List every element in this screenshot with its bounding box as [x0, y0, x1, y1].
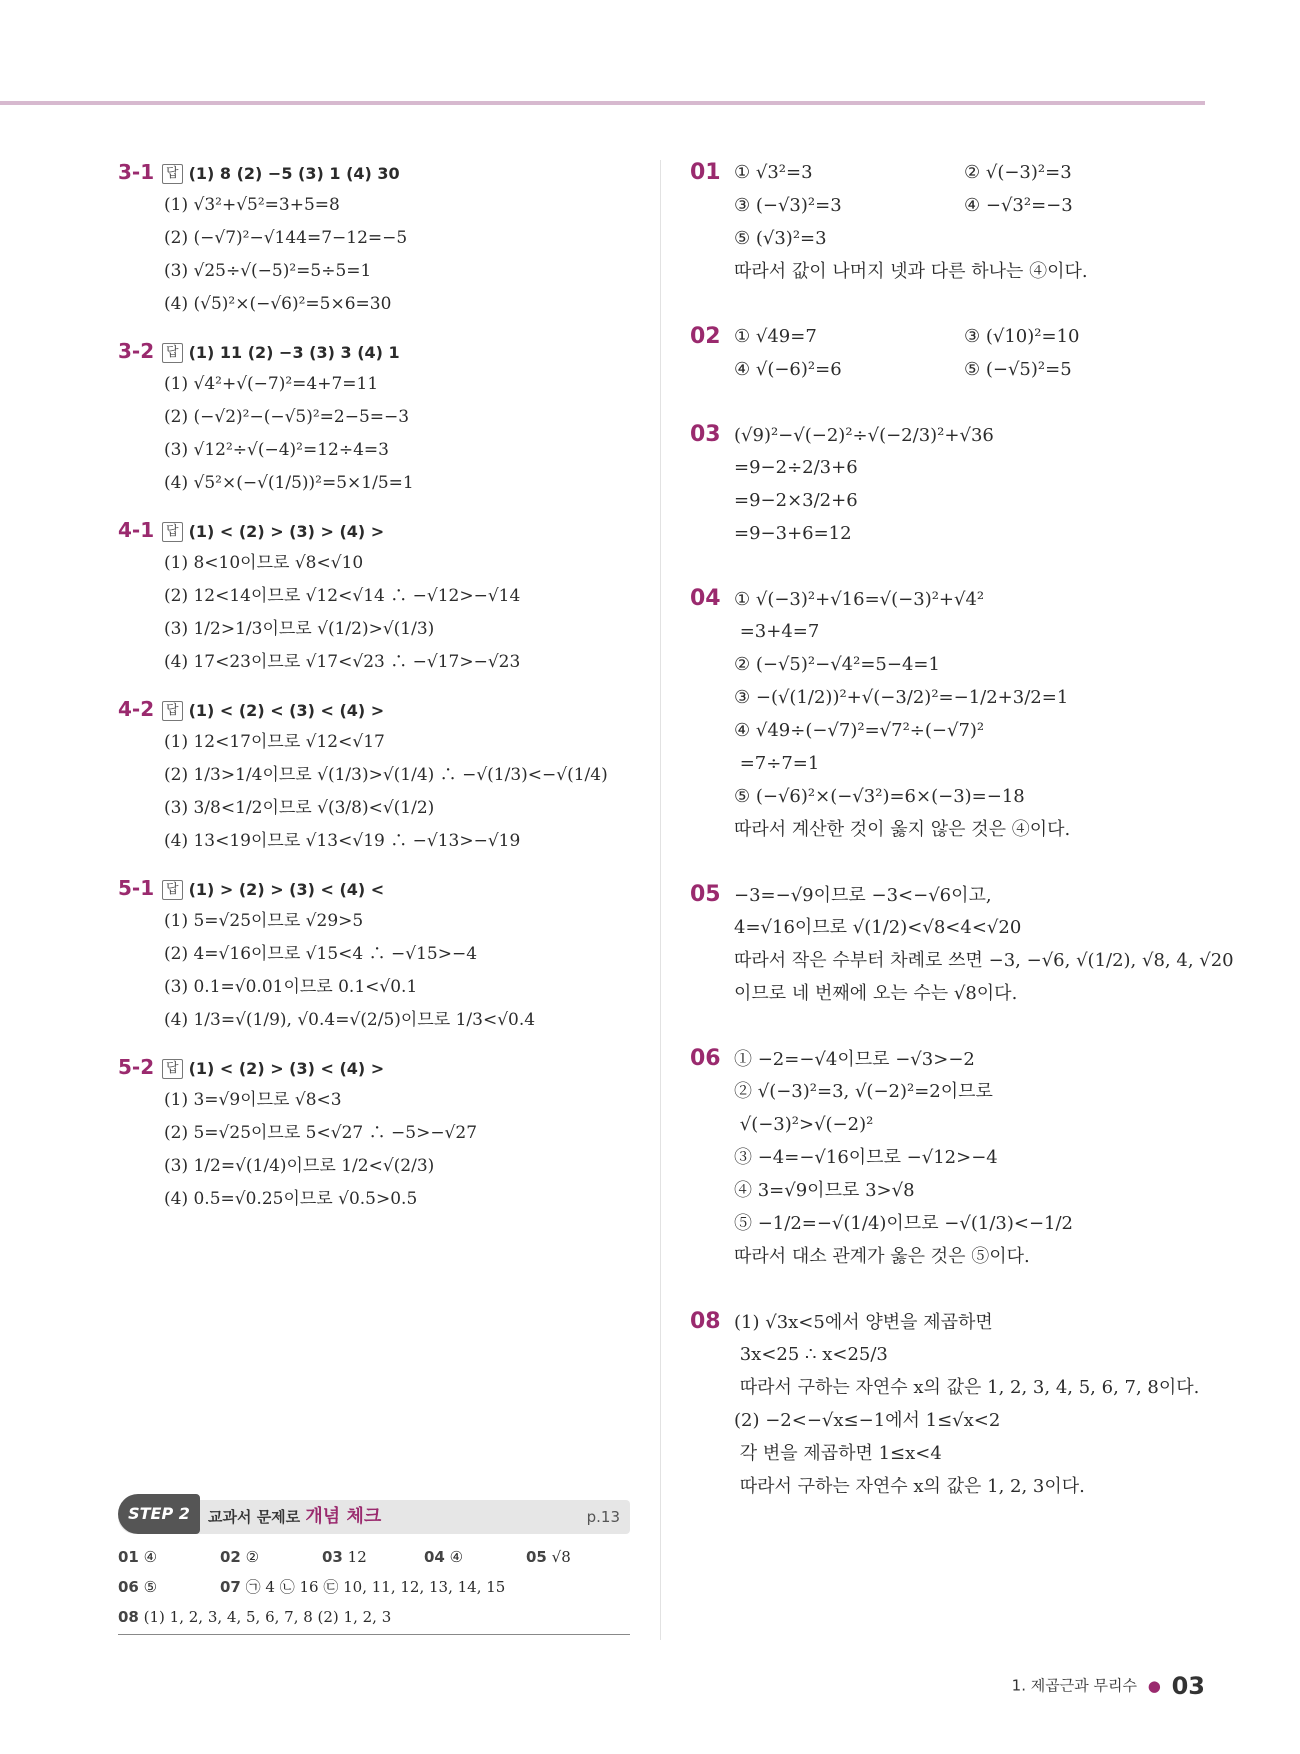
solution-text: 각 변을 제곱하면 1≤x<4	[734, 1443, 942, 1464]
step2-bottom-line	[118, 1634, 630, 1635]
step2-item-answer: ④	[449, 1548, 464, 1566]
solution-text: (1) √3x<5에서 양변을 제곱하면	[734, 1312, 993, 1333]
choice-item: ③ (−√3)²=3	[734, 195, 842, 216]
problem-number: 04	[690, 586, 721, 611]
problem-block	[690, 418, 1210, 550]
solution-text: 따라서 구하는 자연수 x의 값은 1, 2, 3, 4, 5, 6, 7, 8이다.	[734, 1377, 1200, 1398]
solution-line	[690, 681, 1210, 714]
solution-text: =7÷7=1	[734, 753, 820, 774]
answer-summary: (1) < (2) > (3) > (4) >	[188, 522, 385, 541]
solution-text: 4=√16이므로 √(1/2)<√8<4<√20	[734, 917, 1022, 938]
problem-header	[118, 335, 638, 368]
choice-item: ① √3²=3	[734, 162, 813, 183]
right-column	[690, 156, 1234, 1535]
solution-line: (4) 13<19이므로 √13<√19 ∴ −√13>−√19	[164, 831, 521, 851]
solution-line: (2) 5=√25이므로 5<√27 ∴ −5>−√27	[164, 1123, 478, 1143]
step2-answer-item	[118, 1602, 391, 1632]
solution-text: (2) −2<−√x≤−1에서 1≤√x<2	[734, 1410, 1001, 1431]
solution-line	[690, 484, 1210, 517]
solution-line	[690, 1437, 1210, 1470]
problem-number: 02	[690, 324, 721, 349]
solution-line: (2) 4=√16이므로 √15<4 ∴ −√15>−4	[164, 944, 478, 964]
step2-answer-item	[424, 1542, 526, 1572]
step2-item-answer: ④	[143, 1548, 158, 1566]
solution-line: (3) 3/8<1/2이므로 √(3/8)<√(1/2)	[164, 798, 435, 818]
solution-line: (4) 1/3=√(1/9), √0.4=√(2/5)이므로 1/3<√0.4	[164, 1010, 536, 1030]
problem-number: 3-2	[118, 339, 155, 363]
problem-block	[118, 335, 638, 500]
problem-block	[118, 156, 638, 321]
problem-number: 4-1	[118, 518, 155, 542]
page-footer	[1012, 1672, 1205, 1700]
step2-title: 교과서 문제로 개념 체크	[208, 1506, 382, 1527]
solution-line: (3) 0.1=√0.01이므로 0.1<√0.1	[164, 977, 418, 997]
solution-line: (4) 17<23이므로 √17<√23 ∴ −√17>−√23	[164, 652, 521, 672]
solution-line	[690, 517, 1210, 550]
step2-item-number: 06	[118, 1578, 139, 1596]
solution-line	[690, 615, 1210, 648]
answer-tag: 답	[162, 522, 183, 542]
conclusion-line: 따라서 값이 나머지 넷과 다른 하나는 ④이다.	[734, 261, 1088, 282]
solution-text: ⑤ (−√6)²×(−√3²)=6×(−3)=−18	[734, 786, 1025, 807]
solution-line	[690, 1371, 1210, 1404]
solution-line: (3) 1/2=√(1/4)이므로 1/2<√(2/3)	[164, 1156, 435, 1176]
problem-header	[118, 514, 638, 547]
answer-summary: (1) < (2) < (3) < (4) >	[188, 701, 385, 720]
solution-line	[690, 1141, 1210, 1174]
choice-item: ④ √(−6)²=6	[734, 359, 842, 380]
step2-header	[118, 1500, 630, 1534]
step2-item-answer: √8	[551, 1548, 571, 1566]
solution-line: (1) 3=√9이므로 √8<3	[164, 1090, 342, 1110]
solution-line	[690, 189, 1210, 222]
problem-number: 3-1	[118, 160, 155, 184]
solution-line	[690, 747, 1210, 780]
step2-title-highlight: 개념 체크	[305, 1506, 382, 1527]
step2-item-number: 04	[424, 1548, 445, 1566]
solution-line	[690, 1404, 1210, 1437]
problem-block	[690, 1305, 1210, 1503]
answer-tag: 답	[162, 164, 183, 184]
choice-item: ⑤ (√3)²=3	[734, 228, 827, 249]
solution-line	[690, 780, 1210, 813]
solution-line	[690, 1108, 1210, 1141]
solution-line: (2) (−√7)²−√144=7−12=−5	[164, 228, 408, 248]
solution-line: (1) 5=√25이므로 √29>5	[164, 911, 364, 931]
choice-item: ② √(−3)²=3	[964, 162, 1072, 183]
problem-block	[118, 693, 638, 858]
solution-text: ② (−√5)²−√4²=5−4=1	[734, 654, 940, 675]
solution-text: ① −2=−√4이므로 −√3>−2	[734, 1049, 975, 1070]
choice-item: ① √49=7	[734, 326, 817, 347]
solution-line	[690, 451, 1210, 484]
solution-line: (1) 12<17이므로 √12<√17	[164, 732, 385, 752]
solution-line	[690, 582, 1210, 615]
problem-number: 03	[690, 422, 721, 447]
solution-line	[690, 1174, 1210, 1207]
solution-text: =3+4=7	[734, 621, 820, 642]
step2-row	[118, 1542, 630, 1572]
step2-item-number: 08	[118, 1608, 139, 1626]
answer-tag: 답	[162, 1059, 183, 1079]
solution-line: (4) 0.5=√0.25이므로 √0.5>0.5	[164, 1189, 418, 1209]
problem-number: 06	[690, 1046, 721, 1071]
solution-text: 이므로 네 번째에 오는 수는 √8이다.	[734, 983, 1018, 1004]
step2-item-number: 03	[322, 1548, 343, 1566]
footer-dot-icon: ●	[1147, 1676, 1161, 1695]
solution-line	[690, 353, 1210, 386]
solution-line: (3) 1/2>1/3이므로 √(1/2)>√(1/3)	[164, 619, 435, 639]
solution-line	[690, 944, 1234, 977]
choice-item: ④ −√3²=−3	[964, 195, 1073, 216]
solution-line	[690, 1207, 1210, 1240]
problem-header	[118, 693, 638, 726]
solution-text: ③ −(√(1/2))²+√(−3/2)²=−1/2+3/2=1	[734, 687, 1069, 708]
solution-line	[690, 977, 1210, 1010]
problem-header	[118, 1051, 638, 1084]
solution-line	[690, 1240, 1210, 1273]
chapter-title: 1. 제곱근과 무리수	[1011, 1676, 1137, 1695]
problem-block	[690, 878, 1234, 1010]
problem-number: 5-1	[118, 876, 155, 900]
solution-line: (3) √25÷√(−5)²=5÷5=1	[164, 261, 372, 281]
choice-item: ③ (√10)²=10	[964, 326, 1080, 347]
solution-line: (4) √5²×(−√(1/5))²=5×1/5=1	[164, 473, 414, 493]
solution-line	[690, 1338, 1210, 1371]
solution-text: =9−3+6=12	[734, 523, 852, 544]
step2-item-number: 02	[220, 1548, 241, 1566]
problem-block	[690, 582, 1210, 846]
solution-line: (3) √12²÷√(−4)²=12÷4=3	[164, 440, 389, 460]
answer-summary: (1) 8 (2) −5 (3) 1 (4) 30	[188, 164, 400, 183]
solution-line: (1) √4²+√(−7)²=4+7=11	[164, 374, 379, 394]
solution-text: 3x<25 ∴ x<25/3	[734, 1344, 888, 1365]
solution-text: 따라서 계산한 것이 옳지 않은 것은 ④이다.	[734, 819, 1071, 840]
problem-number: 4-2	[118, 697, 155, 721]
left-column	[118, 156, 638, 1230]
solution-text: −3=−√9이므로 −3<−√6이고,	[734, 885, 992, 906]
solution-line	[690, 813, 1210, 846]
solution-line	[690, 222, 1210, 255]
step2-row	[118, 1572, 630, 1602]
problem-number: 08	[690, 1309, 721, 1334]
solution-text: =9−2×3/2+6	[734, 490, 858, 511]
answer-summary: (1) 11 (2) −3 (3) 3 (4) 1	[188, 343, 400, 362]
step2-answer-box	[118, 1500, 630, 1635]
problem-block	[118, 872, 638, 1037]
solution-line: (2) 1/3>1/4이므로 √(1/3)>√(1/4) ∴ −√(1/3)<−√(1/4)	[164, 765, 608, 785]
step2-item-number: 05	[526, 1548, 547, 1566]
problem-number: 5-2	[118, 1055, 155, 1079]
step2-page-ref: p.13	[586, 1508, 620, 1526]
page-number: 03	[1171, 1672, 1205, 1700]
solution-line	[690, 156, 1210, 189]
solution-text: ① √(−3)²+√16=√(−3)²+√4²	[734, 589, 985, 610]
column-divider	[660, 160, 661, 1640]
problem-block	[690, 156, 1210, 288]
solution-text: =9−2÷2/3+6	[734, 457, 858, 478]
answer-tag: 답	[162, 343, 183, 363]
solution-text: 따라서 대소 관계가 옳은 것은 ⑤이다.	[734, 1246, 1030, 1267]
solution-line: (4) (√5)²×(−√6)²=5×6=30	[164, 294, 392, 314]
problem-header	[118, 156, 638, 189]
solution-line	[690, 1075, 1210, 1108]
solution-line	[690, 1042, 1210, 1075]
solution-line	[690, 320, 1210, 353]
solution-line: (1) 8<10이므로 √8<√10	[164, 553, 364, 573]
step2-item-answer: ㉠ 4 ㉡ 16 ㉢ 10, 11, 12, 13, 14, 15	[245, 1578, 506, 1596]
step2-item-answer: ②	[245, 1548, 260, 1566]
solution-text: ② √(−3)²=3, √(−2)²=2이므로	[734, 1081, 993, 1102]
step2-answer-item	[220, 1542, 322, 1572]
solution-text: ④ 3=√9이므로 3>√8	[734, 1180, 915, 1201]
solution-line: (2) (−√2)²−(−√5)²=2−5=−3	[164, 407, 410, 427]
problem-block	[118, 1051, 638, 1216]
answer-tag: 답	[162, 880, 183, 900]
solution-text: ⑤ −1/2=−√(1/4)이므로 −√(1/3)<−1/2	[734, 1213, 1074, 1234]
step2-badge: STEP 2	[118, 1494, 200, 1534]
step2-rows	[118, 1542, 630, 1632]
top-divider-line	[0, 101, 1205, 105]
answer-summary: (1) > (2) > (3) < (4) <	[188, 880, 385, 899]
solution-line	[690, 714, 1210, 747]
solution-line	[690, 418, 1210, 451]
step2-row	[118, 1602, 630, 1632]
answer-summary: (1) < (2) > (3) < (4) >	[188, 1059, 385, 1078]
problem-block	[690, 320, 1210, 386]
step2-answer-item	[118, 1542, 220, 1572]
step2-item-number: 01	[118, 1548, 139, 1566]
solution-text: ③ −4=−√16이므로 −√12>−4	[734, 1147, 998, 1168]
solution-text: (√9)²−√(−2)²÷√(−2/3)²+√36	[734, 425, 994, 446]
step2-answer-item	[322, 1542, 424, 1572]
solution-line	[690, 1470, 1210, 1503]
problem-block	[118, 514, 638, 679]
step2-item-answer: 12	[347, 1548, 367, 1566]
step2-item-number: 07	[220, 1578, 241, 1596]
step2-item-answer: (1) 1, 2, 3, 4, 5, 6, 7, 8 (2) 1, 2, 3	[143, 1608, 392, 1626]
solution-line: (1) √3²+√5²=3+5=8	[164, 195, 340, 215]
solution-line: (2) 12<14이므로 √12<√14 ∴ −√12>−√14	[164, 586, 521, 606]
answer-tag: 답	[162, 701, 183, 721]
step2-item-answer: ⑤	[143, 1578, 158, 1596]
solution-line	[690, 648, 1210, 681]
step2-answer-item	[220, 1572, 505, 1602]
problem-number: 05	[690, 882, 721, 907]
solution-line	[690, 911, 1210, 944]
step2-answer-item	[526, 1542, 628, 1572]
problem-number: 01	[690, 160, 721, 185]
problem-block	[690, 1042, 1210, 1273]
solution-text: 따라서 구하는 자연수 x의 값은 1, 2, 3이다.	[734, 1476, 1085, 1497]
solution-line	[690, 1305, 1210, 1338]
step2-answer-item	[118, 1572, 220, 1602]
solution-text: √(−3)²>√(−2)²	[734, 1114, 874, 1135]
solution-line	[690, 878, 1210, 911]
solution-text: ④ √49÷(−√7)²=√7²÷(−√7)²	[734, 720, 985, 741]
solution-text: 따라서 작은 수부터 차례로 쓰면 −3, −√6, √(1/2), √8, 4, √20	[734, 950, 1234, 971]
choice-item: ⑤ (−√5)²=5	[964, 359, 1072, 380]
problem-header	[118, 872, 638, 905]
